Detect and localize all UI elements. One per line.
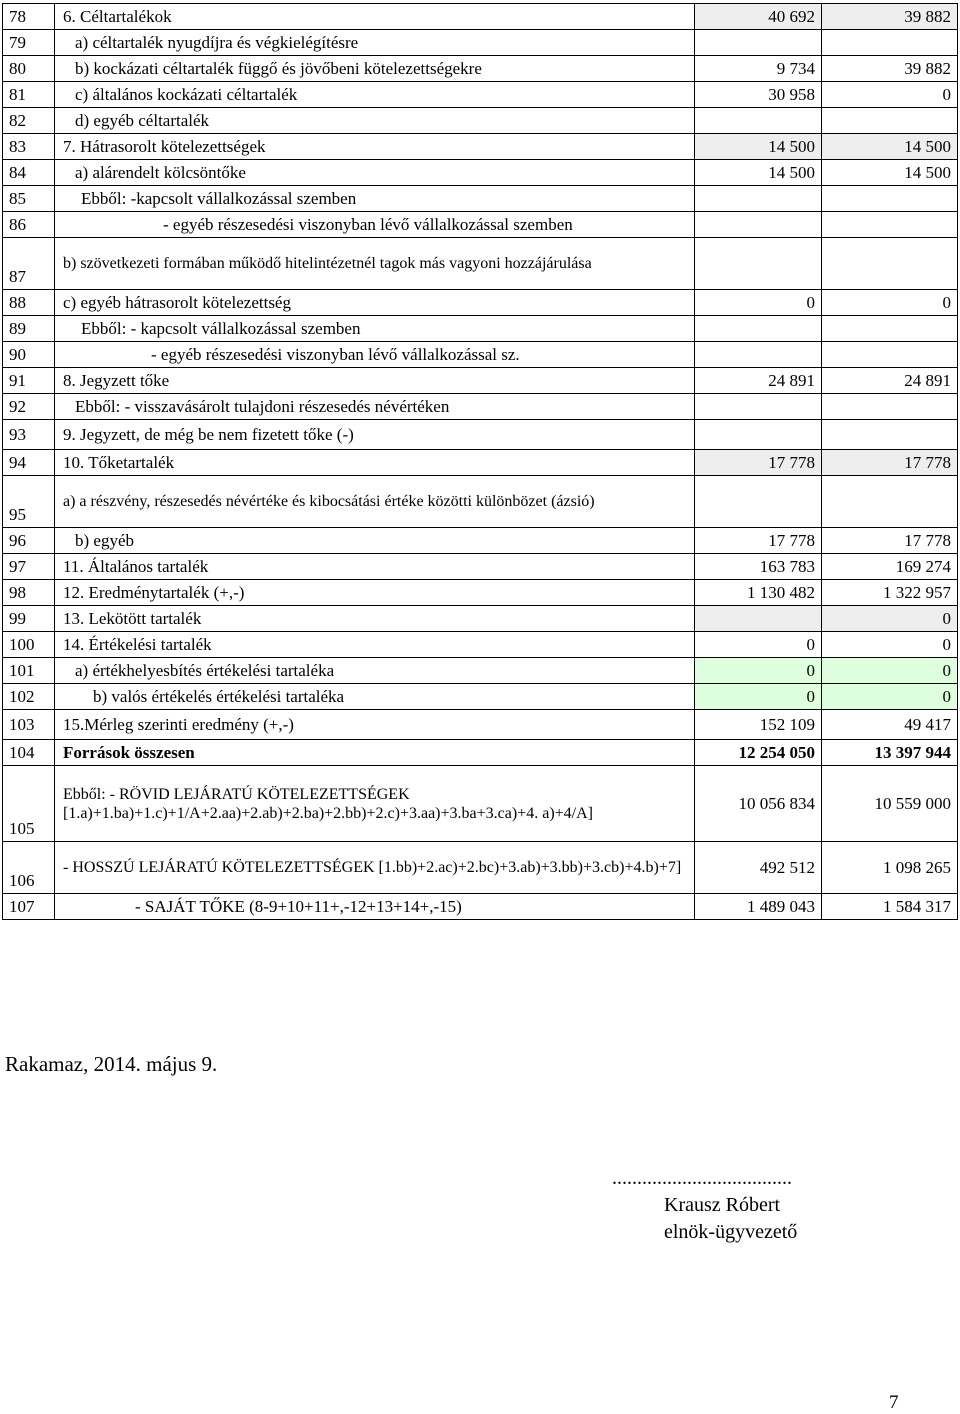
current-year-value: 17 778 xyxy=(822,528,958,554)
row-number: 93 xyxy=(3,420,55,450)
table-row xyxy=(3,82,958,108)
row-description: 9. Jegyzett, de még be nem fizetett tőke (-) xyxy=(55,420,695,450)
table-row xyxy=(3,316,958,342)
prior-year-value: 0 xyxy=(695,632,822,658)
current-year-value xyxy=(822,186,958,212)
signature-block xyxy=(612,1165,797,1246)
row-description: 10. Tőketartalék xyxy=(55,450,695,476)
table-row xyxy=(3,420,958,450)
prior-year-value xyxy=(695,342,822,368)
current-year-value xyxy=(822,342,958,368)
row-description: 14. Értékelési tartalék xyxy=(55,632,695,658)
table-row xyxy=(3,134,958,160)
prior-year-value xyxy=(695,420,822,450)
row-number: 107 xyxy=(3,894,55,920)
row-number: 79 xyxy=(3,30,55,56)
table-row xyxy=(3,212,958,238)
table-row xyxy=(3,740,958,766)
table-row xyxy=(3,30,958,56)
row-description: - egyéb részesedési viszonyban lévő vállalkozással szemben xyxy=(55,212,695,238)
current-year-value: 17 778 xyxy=(822,450,958,476)
row-number: 87 xyxy=(3,238,55,290)
prior-year-value: 12 254 050 xyxy=(695,740,822,766)
prior-year-value: 30 958 xyxy=(695,82,822,108)
row-description: a) céltartalék nyugdíjra és végkielégítésre xyxy=(55,30,695,56)
row-number: 80 xyxy=(3,56,55,82)
current-year-value: 0 xyxy=(822,684,958,710)
row-description: Ebből: - visszavásárolt tulajdoni részesedés névértéken xyxy=(55,394,695,420)
signatory-title: elnök-ügyvezető xyxy=(664,1221,798,1243)
row-number: 84 xyxy=(3,160,55,186)
row-number: 91 xyxy=(3,368,55,394)
prior-year-value: 0 xyxy=(695,684,822,710)
row-number: 83 xyxy=(3,134,55,160)
prior-year-value: 163 783 xyxy=(695,554,822,580)
row-description: a) a részvény, részesedés névértéke és kibocsátási értéke közötti különbözet (ázsió) xyxy=(55,476,695,528)
row-description: d) egyéb céltartalék xyxy=(55,108,695,134)
row-description: Források összesen xyxy=(55,740,695,766)
current-year-value: 0 xyxy=(822,632,958,658)
table-row xyxy=(3,606,958,632)
row-number: 99 xyxy=(3,606,55,632)
table-row xyxy=(3,554,958,580)
row-description: 7. Hátrasorolt kötelezettségek xyxy=(55,134,695,160)
row-description: 6. Céltartalékok xyxy=(55,4,695,30)
prior-year-value xyxy=(695,606,822,632)
table-row xyxy=(3,710,958,740)
prior-year-value: 10 056 834 xyxy=(695,766,822,842)
prior-year-value: 17 778 xyxy=(695,528,822,554)
prior-year-value: 14 500 xyxy=(695,160,822,186)
row-number: 103 xyxy=(3,710,55,740)
table-row xyxy=(3,368,958,394)
place-date: Rakamaz, 2014. május 9. xyxy=(5,1052,218,1076)
signatory-name: Krausz Róbert xyxy=(664,1194,781,1216)
row-description: 11. Általános tartalék xyxy=(55,554,695,580)
current-year-value xyxy=(822,212,958,238)
table-row xyxy=(3,580,958,606)
current-year-value xyxy=(822,394,958,420)
current-year-value xyxy=(822,316,958,342)
current-year-value: 0 xyxy=(822,606,958,632)
row-number: 92 xyxy=(3,394,55,420)
current-year-value xyxy=(822,108,958,134)
current-year-value: 39 882 xyxy=(822,56,958,82)
prior-year-value xyxy=(695,108,822,134)
row-description: b) kockázati céltartalék függő és jövőbeni kötelezettségekre xyxy=(55,56,695,82)
row-number: 105 xyxy=(3,766,55,842)
row-description: a) értékhelyesbítés értékelési tartaléka xyxy=(55,658,695,684)
current-year-value: 14 500 xyxy=(822,160,958,186)
prior-year-value xyxy=(695,476,822,528)
table-row xyxy=(3,160,958,186)
row-number: 86 xyxy=(3,212,55,238)
row-number: 89 xyxy=(3,316,55,342)
prior-year-value xyxy=(695,394,822,420)
row-description: b) egyéb xyxy=(55,528,695,554)
table-body xyxy=(3,4,958,920)
current-year-value xyxy=(822,238,958,290)
row-description: Ebből: - RÖVID LEJÁRATÚ KÖTELEZETTSÉGEK [1.a)+1.ba)+1.c)+1/A+2.aa)+2.ab)+2.ba)+2.bb)+2.c)+3.aa)+3.ba+3.ca)+4. a)+4/A] xyxy=(55,766,695,842)
current-year-value: 0 xyxy=(822,290,958,316)
row-number: 100 xyxy=(3,632,55,658)
table-row xyxy=(3,450,958,476)
current-year-value xyxy=(822,476,958,528)
table-row xyxy=(3,186,958,212)
current-year-value: 49 417 xyxy=(822,710,958,740)
row-number: 90 xyxy=(3,342,55,368)
prior-year-value: 24 891 xyxy=(695,368,822,394)
row-description: b) valós értékelés értékelési tartaléka xyxy=(55,684,695,710)
page-number: 7 xyxy=(889,1392,899,1413)
table-row xyxy=(3,632,958,658)
row-description: - SAJÁT TŐKE (8-9+10+11+,-12+13+14+,-15) xyxy=(55,894,695,920)
current-year-value: 0 xyxy=(822,658,958,684)
row-description: 15.Mérleg szerinti eredmény (+,-) xyxy=(55,710,695,740)
current-year-value: 1 584 317 xyxy=(822,894,958,920)
prior-year-value: 40 692 xyxy=(695,4,822,30)
row-description: - egyéb részesedési viszonyban lévő vállalkozással sz. xyxy=(55,342,695,368)
prior-year-value: 152 109 xyxy=(695,710,822,740)
table-row xyxy=(3,394,958,420)
table-row xyxy=(3,108,958,134)
row-number: 82 xyxy=(3,108,55,134)
current-year-value: 24 891 xyxy=(822,368,958,394)
table-row xyxy=(3,684,958,710)
prior-year-value: 14 500 xyxy=(695,134,822,160)
table-row xyxy=(3,766,958,842)
row-number: 102 xyxy=(3,684,55,710)
current-year-value xyxy=(822,420,958,450)
current-year-value: 10 559 000 xyxy=(822,766,958,842)
table-row xyxy=(3,528,958,554)
prior-year-value: 0 xyxy=(695,290,822,316)
prior-year-value: 0 xyxy=(695,658,822,684)
table-row xyxy=(3,342,958,368)
row-description: Ebből: -kapcsolt vállalkozással szemben xyxy=(55,186,695,212)
row-number: 81 xyxy=(3,82,55,108)
prior-year-value: 492 512 xyxy=(695,842,822,894)
current-year-value: 1 098 265 xyxy=(822,842,958,894)
row-description: b) szövetkezeti formában működő hitelintézetnél tagok más vagyoni hozzájárulása xyxy=(55,238,695,290)
row-description: Ebből: - kapcsolt vállalkozással szemben xyxy=(55,316,695,342)
prior-year-value: 17 778 xyxy=(695,450,822,476)
row-number: 85 xyxy=(3,186,55,212)
table-row xyxy=(3,238,958,290)
table-row xyxy=(3,4,958,30)
table-row xyxy=(3,290,958,316)
row-description: - HOSSZÚ LEJÁRATÚ KÖTELEZETTSÉGEK [1.bb)+2.ac)+2.bc)+3.ab)+3.bb)+3.cb)+4.b)+7] xyxy=(55,842,695,894)
row-number: 98 xyxy=(3,580,55,606)
prior-year-value: 1 489 043 xyxy=(695,894,822,920)
row-number: 96 xyxy=(3,528,55,554)
prior-year-value xyxy=(695,316,822,342)
prior-year-value: 9 734 xyxy=(695,56,822,82)
row-number: 104 xyxy=(3,740,55,766)
row-description: 8. Jegyzett tőke xyxy=(55,368,695,394)
signature-dots: .................................... xyxy=(612,1167,792,1189)
row-number: 88 xyxy=(3,290,55,316)
row-number: 78 xyxy=(3,4,55,30)
row-number: 94 xyxy=(3,450,55,476)
row-number: 106 xyxy=(3,842,55,894)
prior-year-value xyxy=(695,186,822,212)
row-number: 97 xyxy=(3,554,55,580)
table-row xyxy=(3,56,958,82)
balance-sheet-table xyxy=(2,3,958,920)
prior-year-value xyxy=(695,30,822,56)
row-description: 13. Lekötött tartalék xyxy=(55,606,695,632)
current-year-value: 39 882 xyxy=(822,4,958,30)
current-year-value: 1 322 957 xyxy=(822,580,958,606)
current-year-value: 13 397 944 xyxy=(822,740,958,766)
row-description: a) alárendelt kölcsöntőke xyxy=(55,160,695,186)
row-number: 95 xyxy=(3,476,55,528)
current-year-value: 14 500 xyxy=(822,134,958,160)
row-number: 101 xyxy=(3,658,55,684)
prior-year-value xyxy=(695,238,822,290)
current-year-value: 0 xyxy=(822,82,958,108)
table-row xyxy=(3,894,958,920)
table-row xyxy=(3,842,958,894)
table-row xyxy=(3,476,958,528)
row-description: c) általános kockázati céltartalék xyxy=(55,82,695,108)
prior-year-value: 1 130 482 xyxy=(695,580,822,606)
prior-year-value xyxy=(695,212,822,238)
row-description: c) egyéb hátrasorolt kötelezettség xyxy=(55,290,695,316)
row-description: 12. Eredménytartalék (+,-) xyxy=(55,580,695,606)
current-year-value xyxy=(822,30,958,56)
current-year-value: 169 274 xyxy=(822,554,958,580)
table-row xyxy=(3,658,958,684)
